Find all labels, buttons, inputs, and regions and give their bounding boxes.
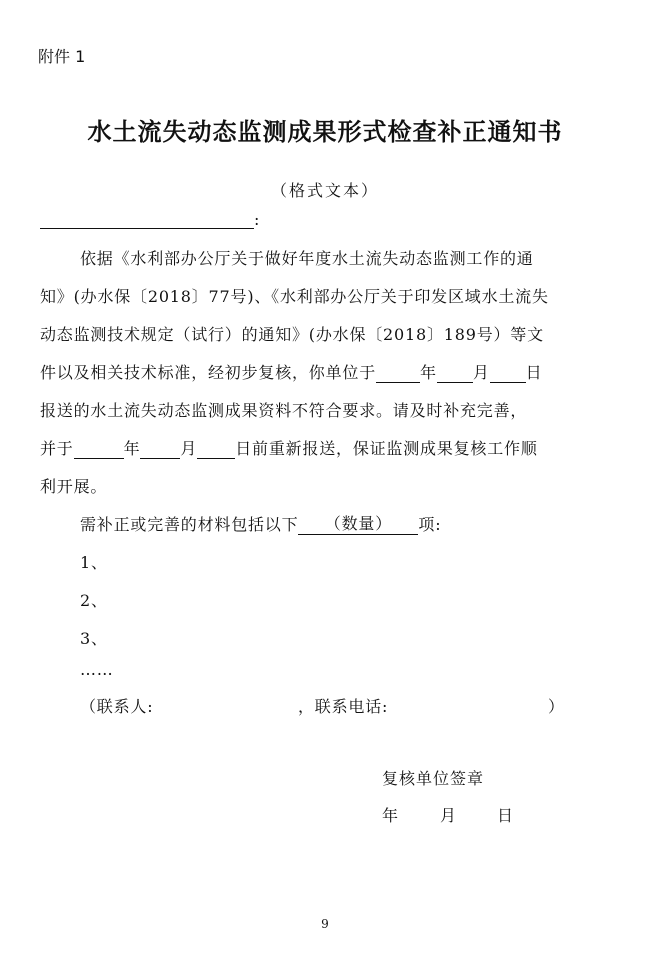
signature-year-label: 年: [382, 806, 400, 825]
report-month-blank: [437, 362, 473, 383]
page-number: 9: [321, 917, 329, 931]
report-month-label: 月: [472, 363, 490, 382]
body-line-2: 知》(办水保〔2018〕77号)、《水利部办公厅关于印发区域水土流失: [40, 287, 549, 306]
signature-unit-label: 复核单位签章: [382, 769, 485, 788]
body-line-3: 动态监测技术规定（试行）的通知》(办水保〔2018〕189号）等文: [40, 325, 544, 344]
materials-line: [80, 512, 441, 535]
report-year-label: 年: [420, 363, 437, 382]
materials-suffix: 项:: [418, 515, 442, 534]
contact-person-label: （联系人:: [80, 697, 154, 716]
addressee-line: [40, 210, 259, 229]
list-ellipsis: ……: [80, 660, 114, 679]
deadline-month-blank: [140, 438, 180, 459]
list-item: 2、: [80, 591, 108, 610]
deadline-month-label: 月: [180, 439, 198, 458]
deadline-year-label: 年: [123, 439, 141, 458]
report-day-blank: [490, 362, 526, 383]
body-line-4: [40, 360, 542, 383]
body-line-6-prefix: 并于: [40, 439, 74, 458]
deadline-day-blank: [197, 438, 235, 459]
attachment-label: 附件 1: [38, 47, 86, 66]
list-item: 3、: [80, 629, 108, 648]
quantity-blank: （数量）: [298, 514, 418, 535]
document-title: 水土流失动态监测成果形式检查补正通知书: [87, 118, 563, 146]
body-line-5: 报送的水土流失动态监测成果资料不符合要求。请及时补充完善，: [40, 401, 528, 420]
body-line-7: 利开展。: [40, 477, 108, 496]
materials-text: 需补正或完善的材料包括以下: [80, 515, 299, 534]
body-line-6: [40, 436, 538, 459]
addressee-blank: [40, 210, 254, 229]
report-year-blank: [376, 362, 420, 383]
body-line-4-text: 件以及相关技术标准，经初步复核，你单位于: [40, 363, 377, 382]
signature-day-label: 日: [497, 806, 515, 825]
body-line-1: 依据《水利部办公厅关于做好年度水土流失动态监测工作的通: [80, 249, 534, 268]
signature-month-label: 月: [440, 806, 458, 825]
report-day-label: 日: [525, 363, 543, 382]
contact-phone-label: ，联系电话:: [298, 697, 389, 716]
deadline-year-blank: [74, 438, 124, 459]
addressee-colon: :: [254, 210, 260, 229]
list-item: 1、: [80, 553, 108, 572]
document-subtitle: （格式文本）: [270, 181, 379, 200]
body-line-6-suffix: 日前重新报送，保证监测成果复核工作顺: [235, 439, 538, 458]
contact-close-paren: ）: [548, 697, 565, 716]
